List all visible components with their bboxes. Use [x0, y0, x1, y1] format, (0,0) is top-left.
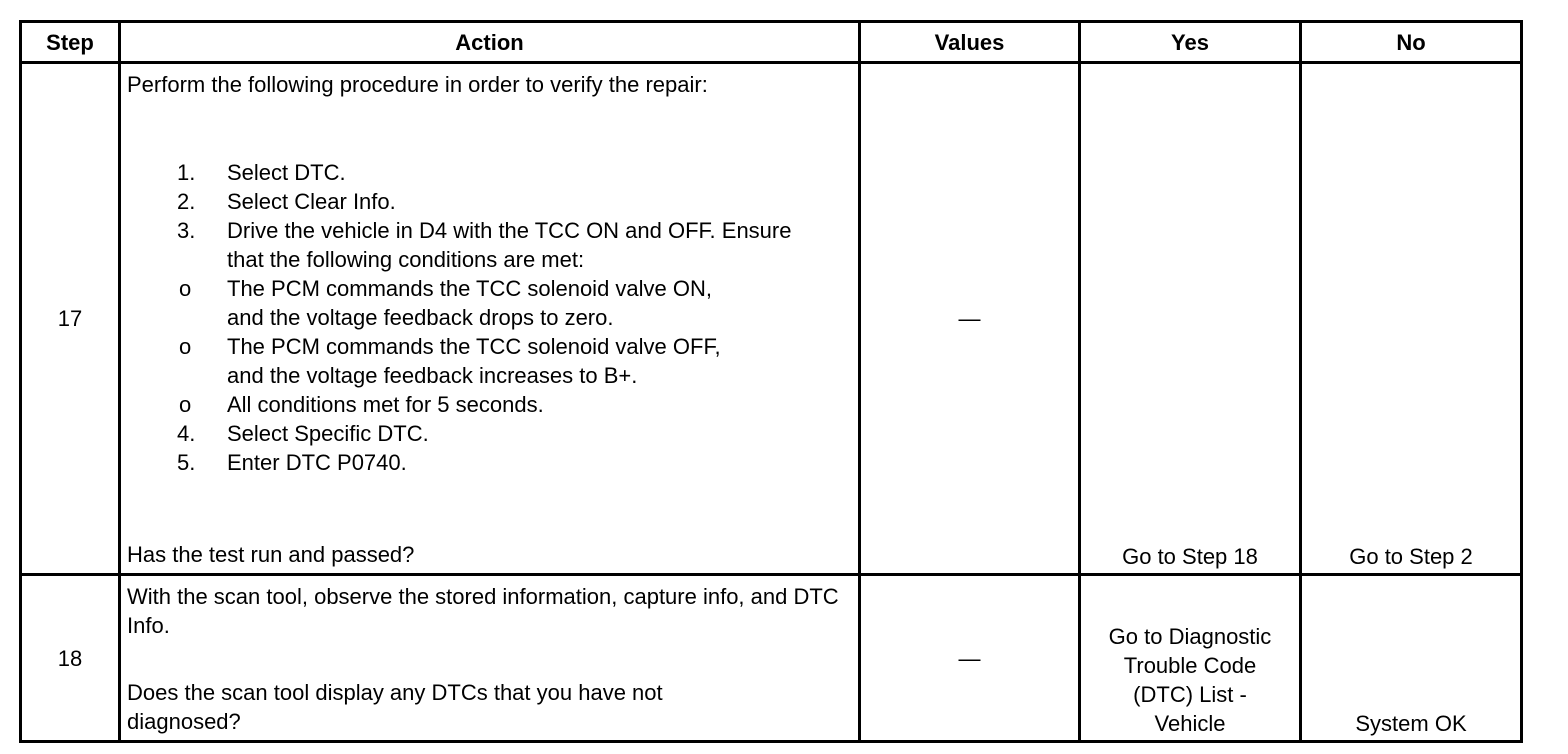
values-cell: —	[860, 63, 1080, 575]
header-row	[21, 22, 1522, 63]
bullet-icon: o	[179, 276, 192, 301]
header-no: No	[1301, 22, 1522, 63]
yes-cell: Go to Step 18	[1080, 63, 1301, 575]
step-text: Select DTC.	[227, 160, 346, 185]
procedure-list	[127, 158, 850, 274]
spacer	[127, 506, 850, 540]
condition-item	[127, 332, 732, 390]
procedure-step	[127, 187, 850, 216]
step-num: 5.	[177, 450, 196, 475]
header-action: Action	[120, 22, 860, 63]
step-num: 2.	[177, 189, 196, 214]
step-text: Enter DTC P0740.	[227, 450, 407, 475]
action-cell	[120, 575, 860, 742]
table-row	[21, 575, 1522, 742]
header-values: Values	[860, 22, 1080, 63]
step-num: 3.	[177, 218, 196, 243]
condition-item	[127, 274, 732, 332]
spacer	[127, 477, 850, 506]
procedure-list-continued	[127, 419, 850, 477]
action-cell	[120, 63, 860, 575]
conditions-list	[127, 274, 850, 419]
step-num: 4.	[177, 421, 196, 446]
bullet-icon: o	[179, 334, 192, 359]
step-text: Select Specific DTC.	[227, 421, 429, 446]
condition-item	[127, 390, 732, 419]
no-cell: Go to Step 2	[1301, 63, 1522, 575]
step-num: 1.	[177, 160, 196, 185]
no-cell: System OK	[1301, 575, 1522, 742]
diagnostic-table	[19, 20, 1523, 743]
values-cell: —	[860, 575, 1080, 742]
action-intro: With the scan tool, observe the stored information, capture info, and DTC Info.	[127, 584, 839, 638]
table-row	[21, 63, 1522, 575]
procedure-step	[127, 158, 850, 187]
header-yes: Yes	[1080, 22, 1301, 63]
spacer	[127, 129, 850, 158]
header-step: Step	[21, 22, 120, 63]
procedure-step	[127, 216, 817, 274]
action-question: Does the scan tool display any DTCs that you have not diagnosed?	[127, 680, 663, 734]
action-question: Has the test run and passed?	[127, 542, 415, 567]
step-number: 17	[21, 63, 120, 575]
spacer	[127, 640, 850, 678]
yes-cell: Go to Diagnostic Trouble Code (DTC) List - Vehicle	[1080, 575, 1301, 742]
step-text: Select Clear Info.	[227, 189, 396, 214]
procedure-step	[127, 448, 850, 477]
bullet-icon: o	[179, 392, 192, 417]
spacer	[127, 99, 850, 129]
condition-text: All conditions met for 5 seconds.	[227, 392, 544, 417]
procedure-step	[127, 419, 850, 448]
action-intro: Perform the following procedure in order to verify the repair:	[127, 72, 708, 97]
step-text: Drive the vehicle in D4 with the TCC ON and OFF. Ensure that the following conditions are met:	[227, 218, 792, 272]
step-number: 18	[21, 575, 120, 742]
condition-text: The PCM commands the TCC solenoid valve OFF, and the voltage feedback increases to B+.	[227, 334, 721, 388]
condition-text: The PCM commands the TCC solenoid valve ON, and the voltage feedback drops to zero.	[227, 276, 712, 330]
